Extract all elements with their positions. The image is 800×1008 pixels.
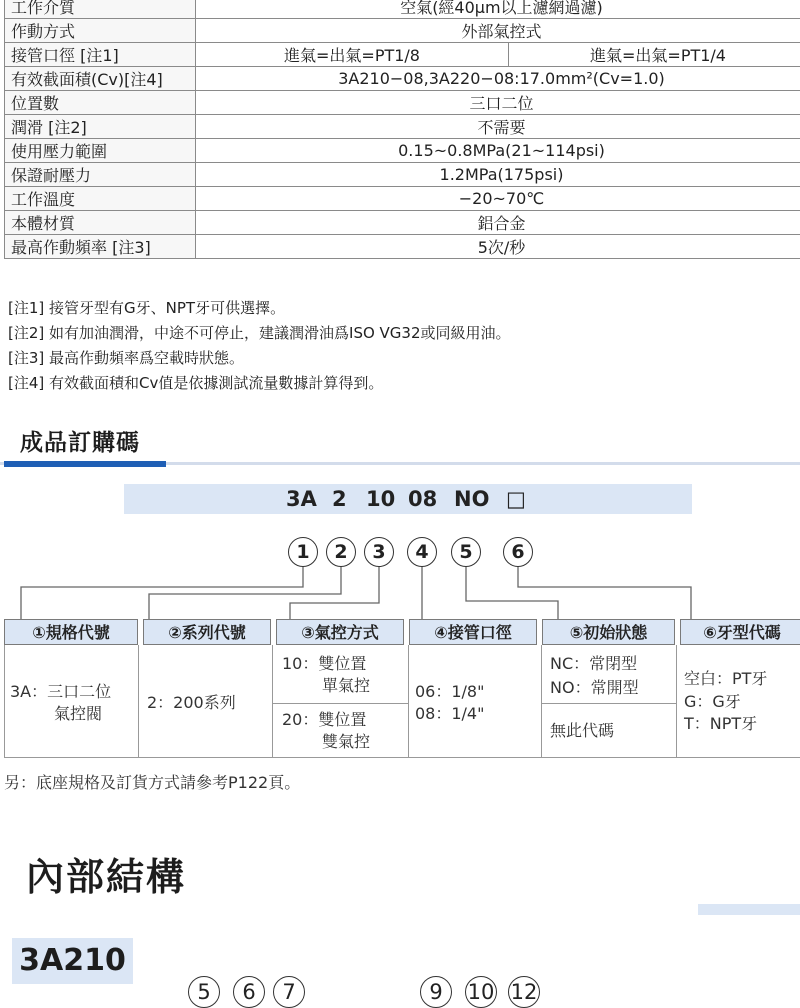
spec-value: 三口二位	[196, 91, 800, 115]
spec-key: 位置數	[5, 91, 196, 115]
code-part-control: 10	[366, 487, 395, 511]
spec-key: 工作介質	[5, 0, 196, 19]
grid-line	[408, 645, 409, 757]
spec-value: 外部氣控式	[196, 19, 800, 43]
grid-line	[541, 645, 542, 757]
model-tag: 3A210	[12, 938, 133, 984]
spec-code-line: 3A：三口二位	[10, 681, 111, 703]
marker-3: 3	[364, 537, 394, 567]
code-part-series: 2	[332, 487, 347, 511]
port-size-line: 08：1/4"	[415, 703, 484, 725]
part-marker: 5	[188, 976, 220, 1008]
grid-line	[4, 757, 800, 758]
spec-value: 5次/秒	[196, 235, 800, 259]
port-size-line: 06：1/8"	[415, 681, 484, 703]
header-port-size: ④接管口徑	[409, 619, 537, 645]
spec-key: 本體材質	[5, 211, 196, 235]
control-option-line: 20：雙位置	[282, 709, 366, 731]
order-footnote: 另：底座規格及訂貨方式請參考P122頁。	[4, 770, 300, 793]
control-option-line: 雙氣控	[322, 731, 370, 753]
spec-value: 不需要	[196, 115, 800, 139]
spec-key: 工作溫度	[5, 187, 196, 211]
code-part-spec: 3A	[286, 487, 317, 511]
marker-4: 4	[407, 537, 437, 567]
grid-line	[676, 645, 677, 757]
initial-state-line: NO：常開型	[550, 677, 639, 699]
marker-6: 6	[503, 537, 533, 567]
spec-value: 鋁合金	[196, 211, 800, 235]
thread-code-line: G：G牙	[684, 691, 741, 713]
thread-code-line: T：NPT牙	[684, 713, 757, 735]
grid-line	[541, 703, 676, 704]
spec-key: 最高作動頻率 [注3]	[5, 235, 196, 259]
marker-5: 5	[451, 537, 481, 567]
control-option-line: 10：雙位置	[282, 653, 366, 675]
spec-code-line: 氣控閥	[54, 703, 102, 725]
code-part-state: NO	[454, 487, 489, 511]
note-item: [注1] 接管牙型有G牙、NPT牙可供選擇。	[8, 296, 511, 321]
control-option-line: 單氣控	[322, 675, 370, 697]
header-initial-state: ⑤初始狀態	[542, 619, 675, 645]
grid-line	[138, 645, 139, 757]
note-item: [注2] 如有加油潤滑，中途不可停止，建議潤滑油爲ISO VG32或同級用油。	[8, 321, 511, 346]
note-item: [注3] 最高作動頻率爲空載時狀態。	[8, 346, 511, 371]
spec-value: 3A210−08,3A220−08:17.0mm²(Cv=1.0)	[196, 67, 800, 91]
spec-key: 作動方式	[5, 19, 196, 43]
spec-value-b: 進氣=出氣=PT1/4	[509, 43, 800, 67]
marker-1: 1	[288, 537, 318, 567]
spec-value-a: 進氣=出氣=PT1/8	[196, 43, 509, 67]
part-marker: 10	[465, 976, 497, 1008]
spec-key: 潤滑 [注2]	[5, 115, 196, 139]
note-item: [注4] 有效截面積和Cv值是依據測試流量數據計算得到。	[8, 371, 511, 396]
initial-state-line: NC：常閉型	[550, 653, 637, 675]
order-section-title: 成品訂購碼	[20, 424, 140, 457]
part-marker: 9	[420, 976, 452, 1008]
grid-line	[4, 645, 5, 757]
marker-2: 2	[326, 537, 356, 567]
initial-state-none: 無此代碼	[550, 720, 614, 742]
spec-key: 有效截面積(Cv)[注4]	[5, 67, 196, 91]
header-control-method: ③氣控方式	[276, 619, 404, 645]
thread-code-line: 空白：PT牙	[684, 668, 767, 690]
part-marker: 12	[508, 976, 540, 1008]
header-spec-code: ①規格代號	[4, 619, 138, 645]
grid-line	[272, 703, 408, 704]
spec-value: 空氣(經40μm以上濾網過濾)	[196, 0, 800, 19]
spec-key: 使用壓力範圍	[5, 139, 196, 163]
part-marker: 7	[273, 976, 305, 1008]
spec-value: 0.15~0.8MPa(21~114psi)	[196, 139, 800, 163]
structure-accent-band	[698, 904, 800, 915]
structure-section-title: 內部結構	[26, 846, 186, 901]
series-code-value: 2：200系列	[147, 692, 236, 714]
spec-value: −20~70℃	[196, 187, 800, 211]
spec-key: 保證耐壓力	[5, 163, 196, 187]
spec-value: 1.2MPa(175psi)	[196, 163, 800, 187]
part-marker: 6	[233, 976, 265, 1008]
code-part-thread: □	[506, 487, 526, 511]
grid-line	[272, 645, 273, 757]
spec-key: 接管口徑 [注1]	[5, 43, 196, 67]
code-part-port: 08	[408, 487, 437, 511]
header-series-code: ②系列代號	[143, 619, 271, 645]
header-thread-code: ⑥牙型代碼	[680, 619, 800, 645]
